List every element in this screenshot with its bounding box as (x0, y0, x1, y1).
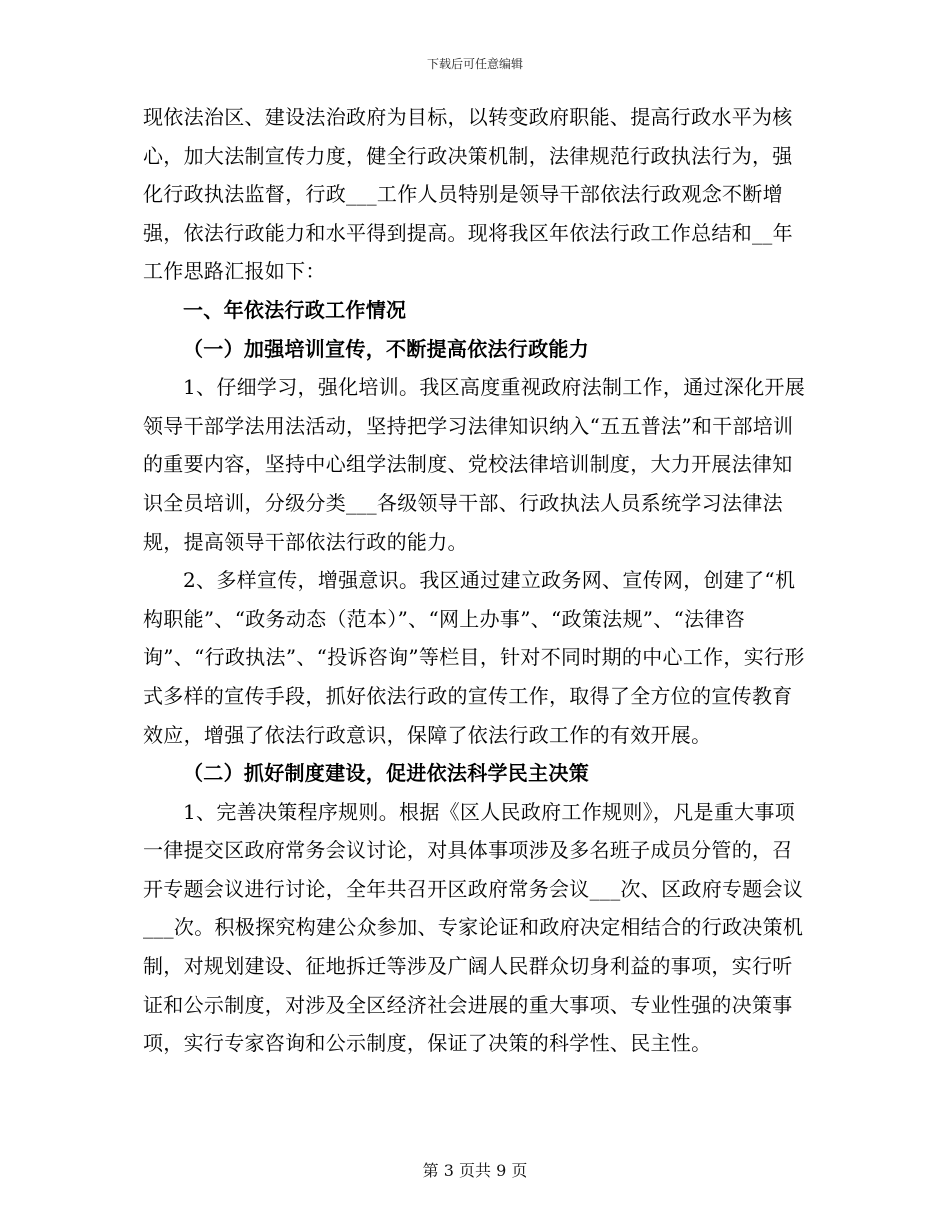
subsection-heading-1: （一）加强培训宣传，不断提高依法行政能力 (183, 336, 589, 361)
document-body (143, 98, 808, 1063)
paragraph-intro: 现依法治区、建设法治政府为目标，以转变政府职能、提高行政水平为核心，加大法制宣传力度，健全行政决策机制，法律规范行政执法行为，强化行政执法监督，行政___工作人员特别是领导干部依法行政观念不断增强，依法行政能力和水平得到提高。现将我区年依法行政工作总结和__年工作思路汇报如下： (143, 105, 793, 284)
paragraph-publicity: 2、多样宣传，增强意识。我区通过建立政务网、宣传网，创建了“机构职能”、“政务动态（范本）”、“网上办事”、“政策法规”、“法律咨询”、“行政执法”、“投诉咨询”等栏目，针对不同时期的中心工作，实行形式多样的宣传手段，抓好依法行政的宣传工作，取得了全方位的宣传教育效应，增强了依法行政意识，保障了依法行政工作的有效开展。 (143, 568, 805, 747)
section-heading: 一、年依法行政工作情况 (183, 297, 407, 322)
paragraph-decision-rules: 1、完善决策程序规则。根据《区人民政府工作规则》，凡是重大事项一律提交区政府常务会议讨论，对具体事项涉及多名班子成员分管的，召开专题会议进行讨论，全年共召开区政府常务会议___次、区政府专题会议___次。积极探究构建公众参加、专家论证和政府决定相结合的行政决策机制，对规划建设、征地拆迁等涉及广阔人民群众切身利益的事项，实行听证和公示制度，对涉及全区经济社会进展的重大事项、专业性强的决策事项，实行专家咨询和公示制度，保证了决策的科学性、民主性。 (143, 799, 804, 1056)
page-footer: 第 3 页共 9 页 (422, 1161, 528, 1180)
paragraph-training: 1、仔细学习，强化培训。我区高度重视政府法制工作，通过深化开展领导干部学法用法活动，坚持把学习法律知识纳入“五五普法”和干部培训的重要内容，坚持中心组学法制度、党校法律培训制度，大力开展法律知识全员培训，分级分类___各级领导干部、行政执法人员系统学习法律法规，提高领导干部依法行政的能力。 (143, 375, 806, 554)
page-header: 下载后可任意编辑 (426, 57, 523, 71)
subsection-heading-2: （二）抓好制度建设，促进依法科学民主决策 (183, 761, 589, 786)
